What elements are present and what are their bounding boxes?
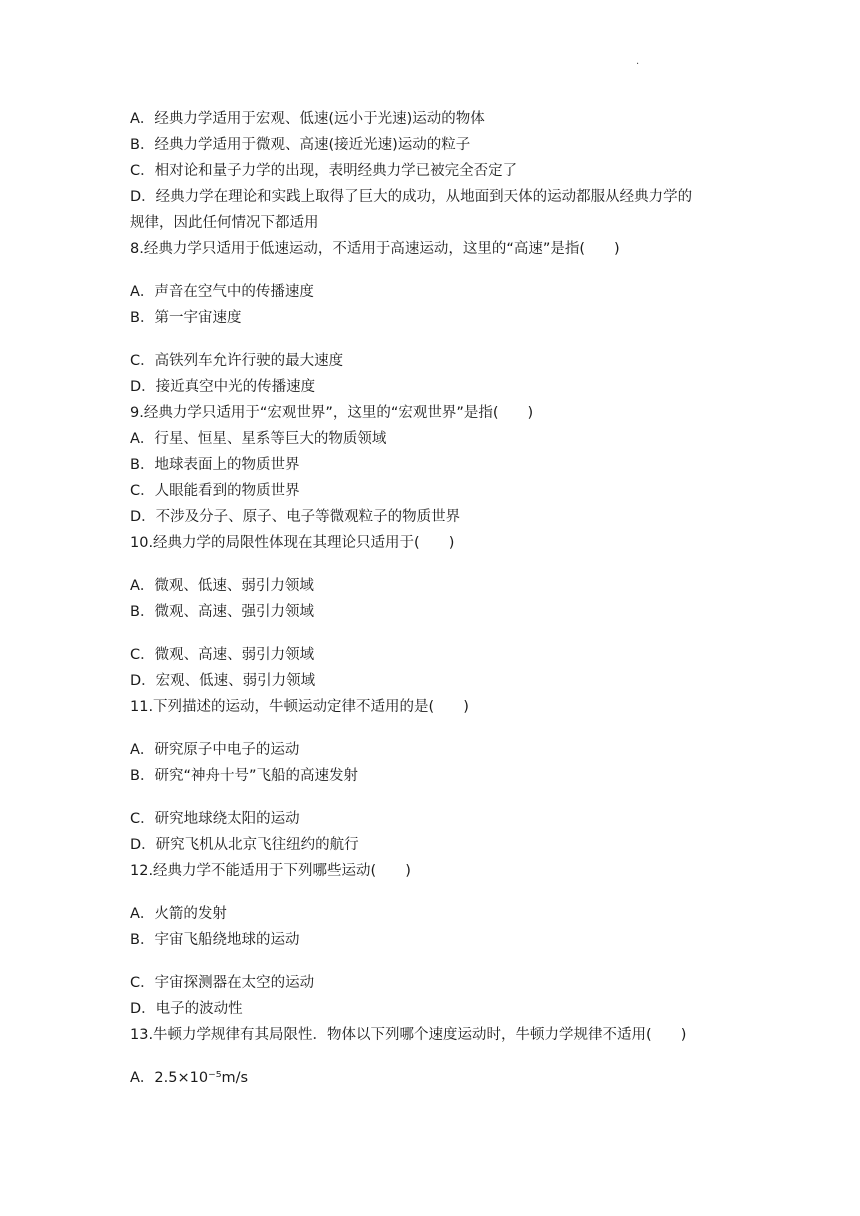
q9-option-d: D．不涉及分子、原子、电子等微观粒子的物质世界 [130,509,461,525]
q12-option-b: B．宇宙飞船绕地球的运动 [130,932,300,948]
q9-option-c: C．人眼能看到的物质世界 [130,483,300,499]
q13-option-a: A．2.5×10⁻⁵m/s [130,1070,249,1086]
q8-option-d: D．接近真空中光的传播速度 [130,379,316,395]
q12-option-d: D．电子的波动性 [130,1001,243,1017]
option-b: B．经典力学适用于微观、高速(接近光速)运动的粒子 [130,137,471,153]
question-12: 12.经典力学不能适用于下列哪些运动( ) [130,863,411,879]
q11-option-d: D．研究飞机从北京飞往纽约的航行 [130,837,359,853]
question-11: 11.下列描述的运动，牛顿运动定律不适用的是( ) [130,699,469,715]
option-a: A．经典力学适用于宏观、低速(远小于光速)运动的物体 [130,111,485,127]
q8-option-a: A．声音在空气中的传播速度 [130,284,314,300]
option-d-continued: 规律，因此任何情况下都适用 [130,215,319,231]
question-content [130,106,750,1091]
q10-option-a: A．微观、低速、弱引力领域 [130,578,314,594]
question-9: 9.经典力学只适用于“宏观世界”，这里的“宏观世界”是指( ) [130,405,534,421]
q9-option-a: A．行星、恒星、星系等巨大的物质领域 [130,431,387,447]
q11-option-c: C．研究地球绕太阳的运动 [130,811,300,827]
question-10: 10.经典力学的局限性体现在其理论只适用于( ) [130,535,455,551]
q10-option-d: D．宏观、低速、弱引力领域 [130,673,316,689]
question-13: 13.牛顿力学规律有其局限性．物体以下列哪个速度运动时，牛顿力学规律不适用( ) [130,1027,687,1043]
q10-option-c: C．微观、高速、弱引力领域 [130,647,315,663]
option-c: C．相对论和量子力学的出现，表明经典力学已被完全否定了 [130,163,518,179]
question-8: 8.经典力学只适用于低速运动，不适用于高速运动，这里的“高速”是指( ) [130,241,620,257]
q8-option-c: C．高铁列车允许行驶的最大速度 [130,353,344,369]
q9-option-b: B．地球表面上的物质世界 [130,457,300,473]
page-mark: . [636,56,640,67]
q10-option-b: B．微观、高速、强引力领域 [130,604,314,620]
option-d: D．经典力学在理论和实践上取得了巨大的成功，从地面到天体的运动都服从经典力学的 [130,189,693,205]
q11-option-b: B．研究“神舟十号”飞船的高速发射 [130,768,358,784]
q12-option-c: C．宇宙探测器在太空的运动 [130,975,315,991]
q8-option-b: B．第一宇宙速度 [130,310,242,326]
q12-option-a: A．火箭的发射 [130,906,227,922]
q11-option-a: A．研究原子中电子的运动 [130,742,300,758]
